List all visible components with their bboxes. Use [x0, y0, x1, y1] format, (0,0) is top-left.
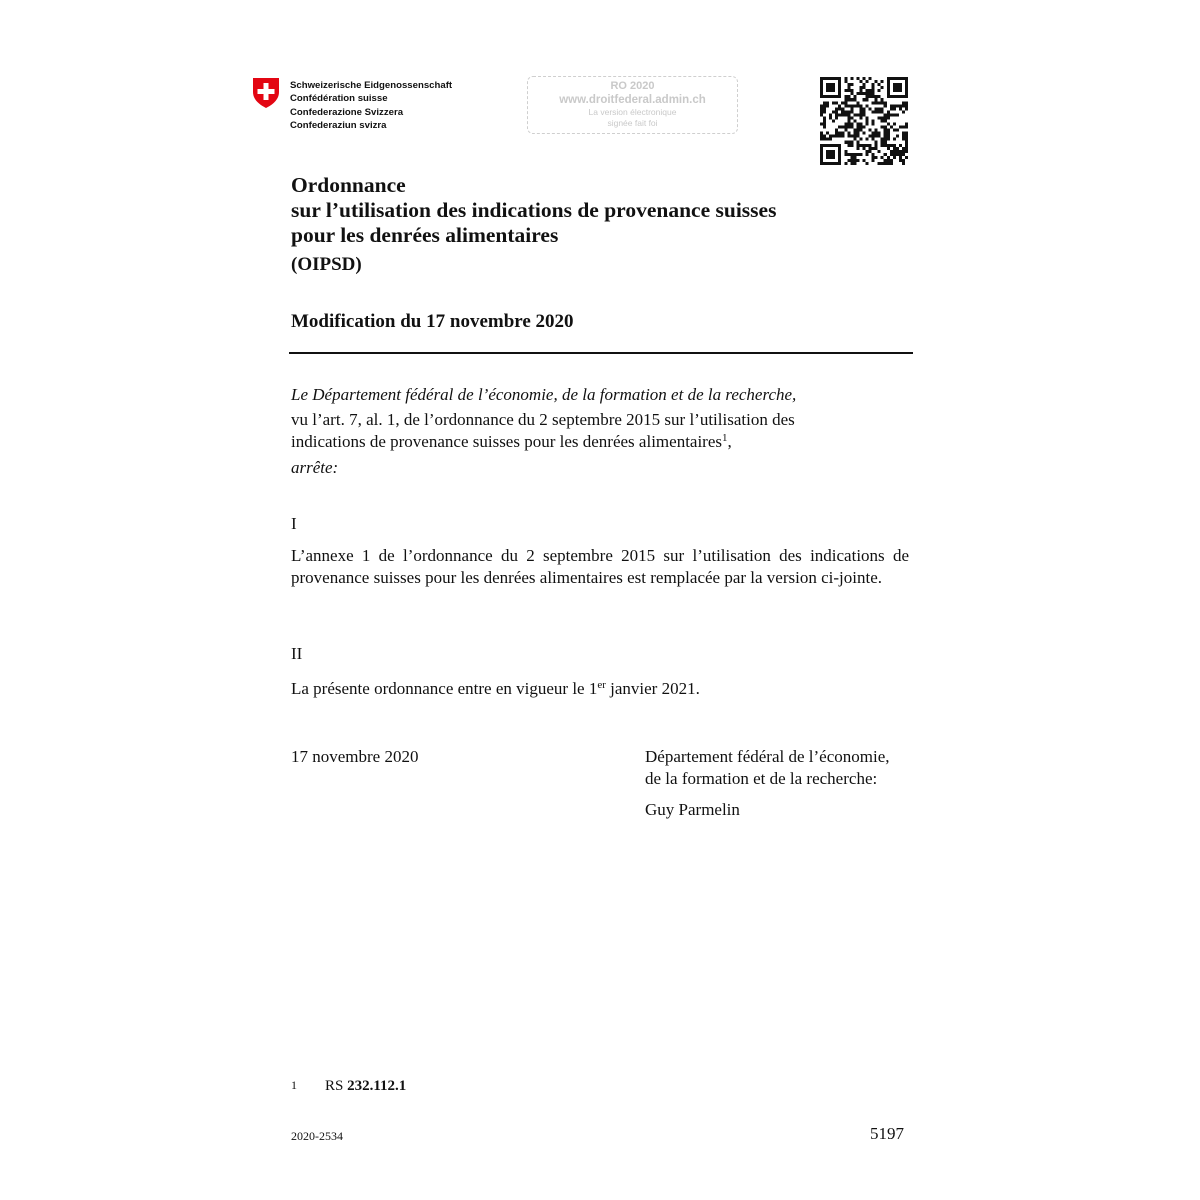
footnote-number: 1 [291, 1078, 297, 1092]
decree-word: arrête: [291, 458, 339, 477]
footnote-reference-number: 232.112.1 [347, 1078, 407, 1094]
footnote-text [325, 1078, 406, 1095]
swiss-cross-shield-icon [252, 77, 280, 109]
title-line-3: pour les denrées alimentaires [291, 223, 559, 247]
stamp-note-line1: La version électronique [588, 107, 677, 117]
official-publication-stamp [527, 76, 738, 134]
modification-date-heading: Modification du 17 novembre 2020 [291, 311, 574, 332]
preamble-authority: Le Département fédéral de l’économie, de la formation et de la recherche, [291, 385, 797, 404]
legal-basis-line-2 [291, 431, 913, 453]
section-ii-text [291, 678, 700, 700]
qr-code-icon [820, 77, 908, 165]
title-divider [289, 352, 913, 354]
department-line-1: Département fédéral de l’économie, [645, 747, 890, 766]
confederation-name-rm: Confederaziun svizra [290, 120, 387, 132]
title-line-2: sur l’utilisation des indications de provenance suisses [291, 198, 777, 222]
entry-into-force-text: La présente ordonnance entre en vigueur le 1 [291, 679, 598, 698]
section-heading-ii: II [291, 644, 303, 663]
legal-basis-punctuation: , [727, 432, 732, 451]
footnote-reference: 1 [722, 432, 728, 444]
confederation-names [290, 79, 452, 133]
signing-department [645, 746, 889, 790]
ordinal-suffix: er [597, 679, 606, 691]
legal-basis-text: indications de provenance suisses pour les denrées alimentaires [291, 432, 723, 451]
confederation-name-de: Schweizerische Eidgenossenschaft [290, 80, 453, 91]
department-line-2: de la formation et de la recherche: [645, 769, 878, 788]
section-heading-i: I [291, 514, 297, 533]
preamble-legal-basis [291, 409, 913, 453]
document-title [291, 173, 776, 248]
entry-into-force-date: janvier 2021. [605, 679, 700, 698]
footnote-prefix: RS [325, 1078, 344, 1094]
section-i-text: L’annexe 1 de l’ordonnance du 2 septembre 2015 sur l’utilisation des indications de provenance suisses pour les denrées alimentaires est remplacée par la version ci-jointe. [291, 546, 909, 587]
confederation-name-fr: Confédération suisse [290, 93, 388, 105]
legal-basis-line-1: vu l’art. 7, al. 1, de l’ordonnance du 2 septembre 2015 sur l’utilisation des [291, 410, 795, 429]
document-number: 2020-2534 [291, 1129, 343, 1143]
page-number: 5197 [870, 1124, 904, 1143]
signer-name: Guy Parmelin [645, 800, 740, 819]
stamp-ro-label: RO 2020 [610, 80, 655, 92]
stamp-website: www.droitfederal.admin.ch [559, 94, 706, 106]
confederation-name-it: Confederazione Svizzera [290, 106, 404, 118]
title-line-1: Ordonnance [291, 173, 406, 197]
title-abbreviation: (OIPSD) [291, 254, 362, 275]
stamp-note-line2: signée fait foi [607, 118, 658, 128]
signature-date: 17 novembre 2020 [291, 747, 419, 766]
